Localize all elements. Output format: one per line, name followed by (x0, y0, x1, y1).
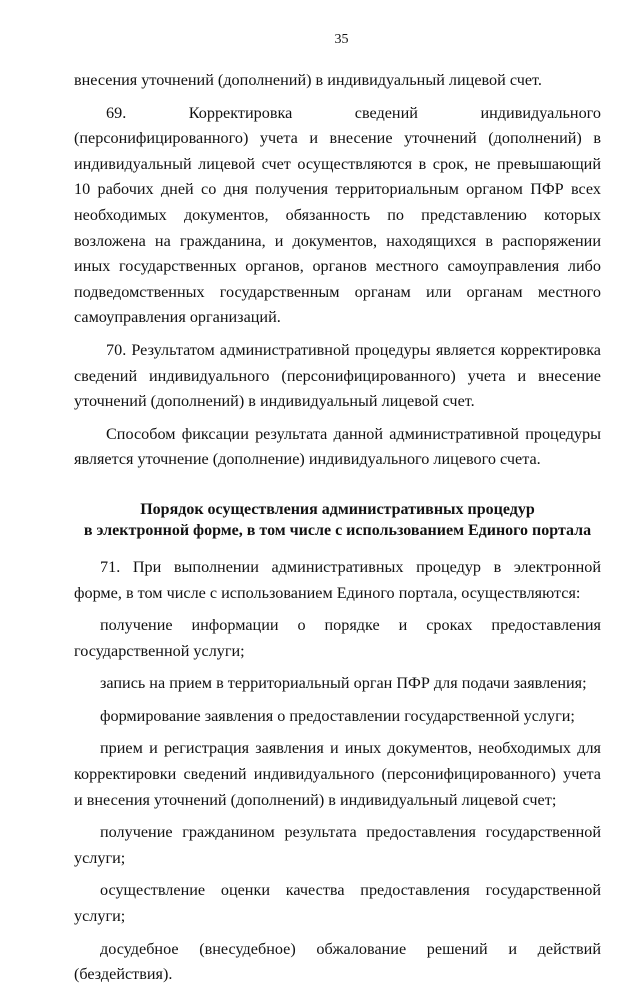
section-heading-line-2: в электронной форме, в том числе с использованием Единого портала (83, 521, 592, 539)
list-item: осуществление оценки качества предоставления государственной услуги; (74, 881, 601, 926)
list-item: получение гражданином результата предоставления государственной услуги; (74, 823, 601, 867)
list-item: формирование заявления о предоставлении государственной услуги; (100, 706, 575, 725)
section-heading (74, 499, 601, 541)
list-item: получение информации о порядке и сроках предоставления государственной услуги; (74, 616, 601, 660)
paragraph-71: 71. При выполнении административных процедур в электронной форме, в том числе с использованием Единого портала, осуществляются: (74, 557, 601, 602)
section-heading-line-1: Порядок осуществления административных процедур (140, 500, 535, 518)
list-item: прием и регистрация заявления и иных документов, необходимых для корректировки сведений индивидуального (персонифицированного) учета и внесения уточнений (дополнений) в индивидуальный лицевой счет; (74, 739, 601, 809)
document-page (74, 30, 601, 995)
paragraph-70: 70. Результатом административной процедуры является корректировка сведений индивидуального (персонифицированного) учета и внесение уточнений (дополнений) в индивидуальный лицевой счет. (74, 340, 601, 411)
paragraph-69: 69. Корректировка сведений индивидуального (персонифицированного) учета и внесение уточнений (дополнений) в индивидуальный лицевой счет осуществляются в срок, не превышающий 10 рабочих дней со дня получения территориальным органом ПФР всех необходимых документов, обязанность по представлению которых возложена на гражданина, и документов, находящихся в распоряжении иных государственных органов, органов местного самоуправления либо подведомственных государственным органам или органам местного самоуправления организаций. (74, 103, 601, 327)
list-item: досудебное (внесудебное) обжалование решений и действий (бездействия). (74, 939, 601, 984)
list-item: запись на прием в территориальный орган ПФР для подачи заявления; (100, 674, 587, 693)
page-number: 35 (334, 32, 349, 47)
paragraph-continuation: внесения уточнений (дополнений) в индивидуальный лицевой счет. (74, 71, 542, 89)
paragraph-fixation-method: Способом фиксации результата данной административной процедуры является уточнение (дополнение) индивидуального лицевого счета. (74, 424, 601, 469)
